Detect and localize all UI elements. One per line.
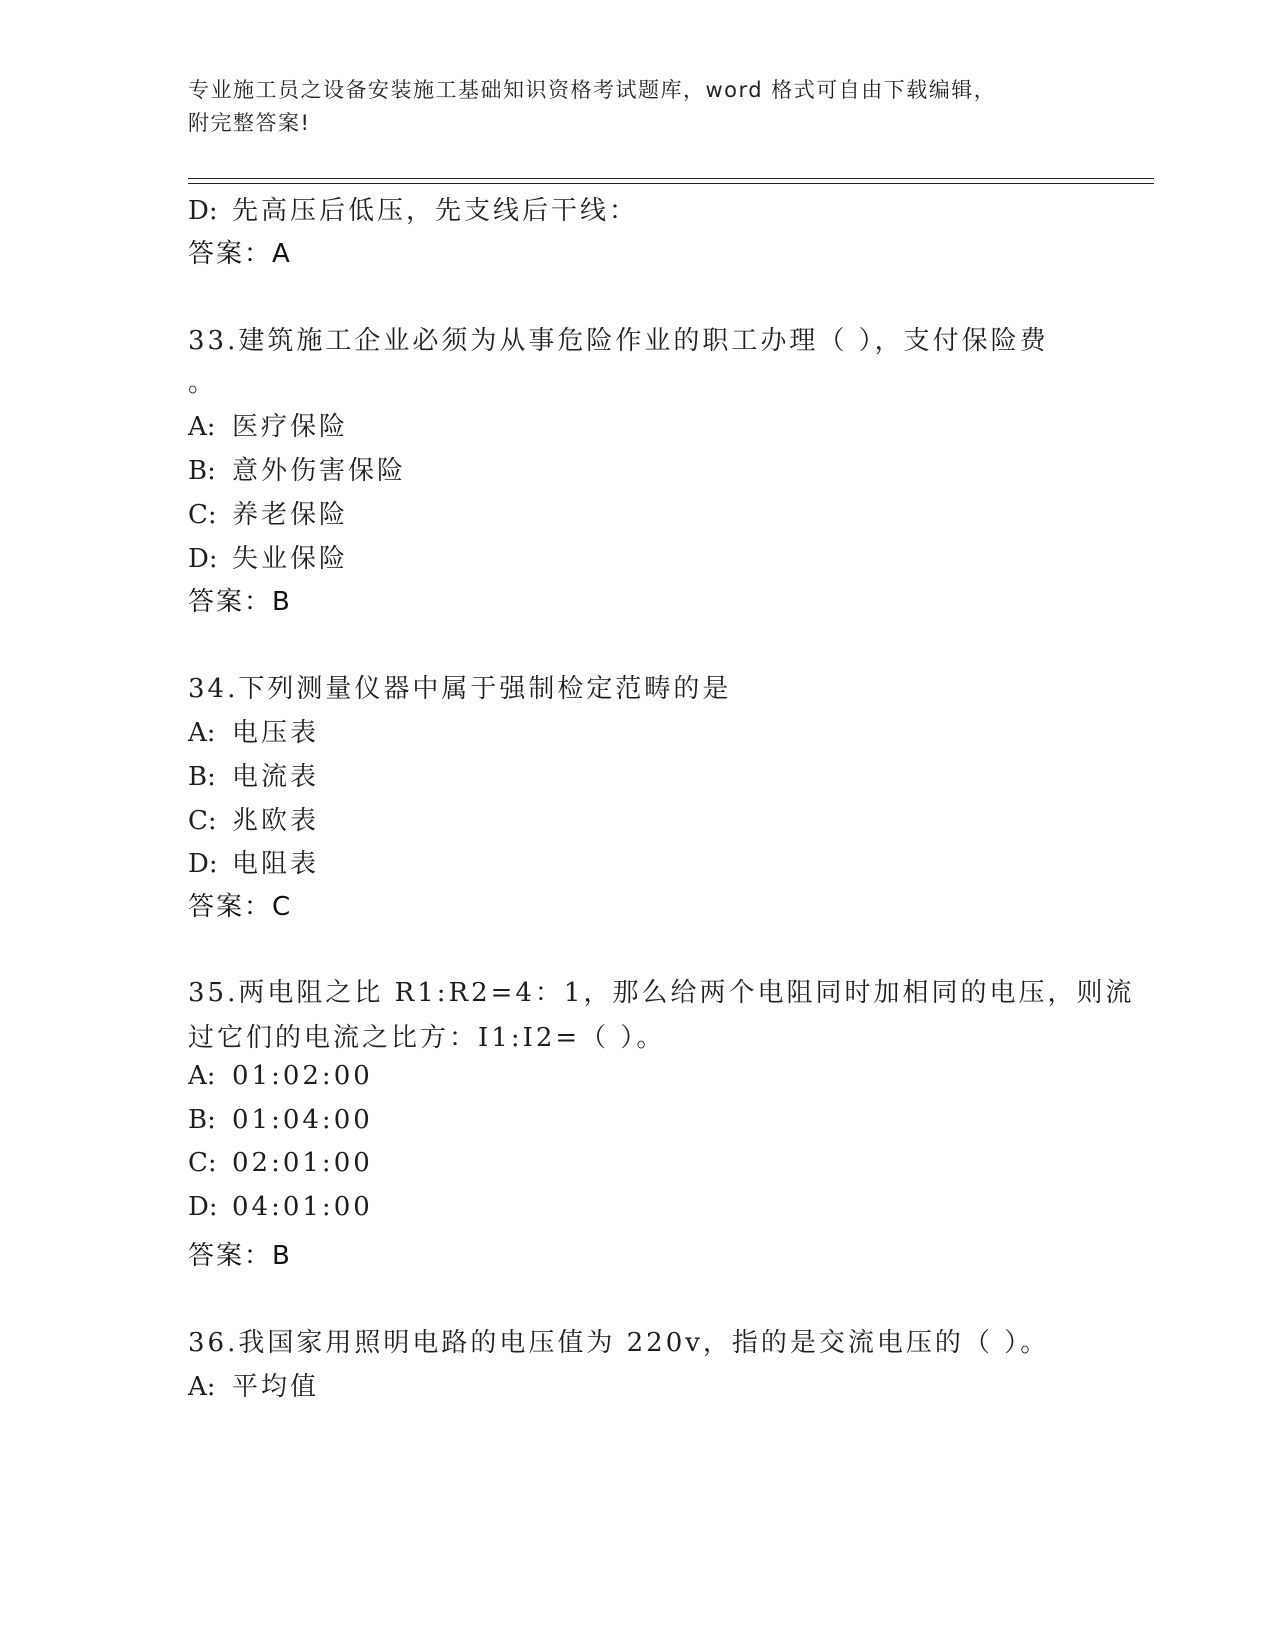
option-tag: B: xyxy=(188,456,216,486)
option-text: 01:02:00 xyxy=(232,1061,373,1091)
option-tag: A: xyxy=(188,718,216,748)
q34-stem-line-1: 34.下列测量仪器中属于强制检定范畴的是 xyxy=(188,674,732,704)
q35-stem-line-1: 35.两电阻之比 R1:R2=4：1，那么给两个电阻同时加相同的电压，则流 xyxy=(188,978,1135,1008)
document-header xyxy=(188,74,1068,140)
option-text: 先高压后低压，先支线后干线： xyxy=(232,196,639,226)
header-divider-bottom xyxy=(188,183,1154,184)
q35-stem-line-2: 过它们的电流之比方：I1:I2=（ ）。 xyxy=(188,1023,666,1053)
option-tag: C: xyxy=(188,500,217,530)
option-tag: B: xyxy=(188,1105,216,1135)
option-text: 01:04:00 xyxy=(232,1105,373,1135)
option-text: 电阻表 xyxy=(232,849,320,879)
q36-stem-line-1: 36.我国家用照明电路的电压值为 220v，指的是交流电压的（ ）。 xyxy=(188,1328,1050,1358)
option-tag: A: xyxy=(188,1061,216,1091)
option-text: 医疗保险 xyxy=(232,412,349,442)
q36-option-a xyxy=(188,1366,319,1403)
option-tag: A: xyxy=(188,412,216,442)
header-title-line-1: 专业施工员之设备安装施工基础知识资格考试题库，word 格式可自由下载编辑， xyxy=(188,78,997,102)
q35-answer: 答案：B xyxy=(188,1241,292,1271)
q33-option-c xyxy=(188,494,348,531)
q35-option-b xyxy=(188,1105,373,1135)
option-text: 意外伤害保险 xyxy=(232,456,407,486)
option-text: 电压表 xyxy=(232,718,320,748)
option-tag: C: xyxy=(188,1148,217,1178)
option-tag: D: xyxy=(188,544,218,574)
option-tag: A: xyxy=(188,1372,216,1402)
q33-option-d xyxy=(188,538,348,575)
q34-option-d xyxy=(188,843,319,880)
q35-option-d xyxy=(188,1192,373,1222)
q33-option-a xyxy=(188,406,348,443)
option-text: 02:01:00 xyxy=(232,1148,373,1178)
q33-option-b xyxy=(188,450,406,487)
header-divider-top xyxy=(188,178,1154,179)
q33-stem-line-2: 。 xyxy=(188,368,218,398)
option-text: 兆欧表 xyxy=(232,806,320,836)
q33-answer: 答案：B xyxy=(188,587,292,617)
q34-option-c xyxy=(188,800,319,837)
q32-option-d xyxy=(188,190,638,227)
option-tag: C: xyxy=(188,806,217,836)
option-tag: D: xyxy=(188,1192,218,1222)
option-text: 04:01:00 xyxy=(232,1192,373,1222)
option-tag: B: xyxy=(188,762,216,792)
q34-option-b xyxy=(188,756,319,793)
q34-answer: 答案：C xyxy=(188,892,293,922)
q34-option-a xyxy=(188,712,319,749)
q35-option-a xyxy=(188,1061,373,1091)
option-tag: D: xyxy=(188,196,218,226)
option-tag: D: xyxy=(188,849,218,879)
option-text: 养老保险 xyxy=(232,500,349,530)
option-text: 失业保险 xyxy=(232,544,349,574)
q33-stem-line-1: 33.建筑施工企业必须为从事危险作业的职工办理（ ），支付保险费 xyxy=(188,326,1049,356)
q35-option-c xyxy=(188,1148,373,1178)
option-text: 平均值 xyxy=(232,1372,320,1402)
header-title-line-2: 附完整答案! xyxy=(188,111,311,135)
option-text: 电流表 xyxy=(232,762,320,792)
q32-answer: 答案：A xyxy=(188,239,292,269)
